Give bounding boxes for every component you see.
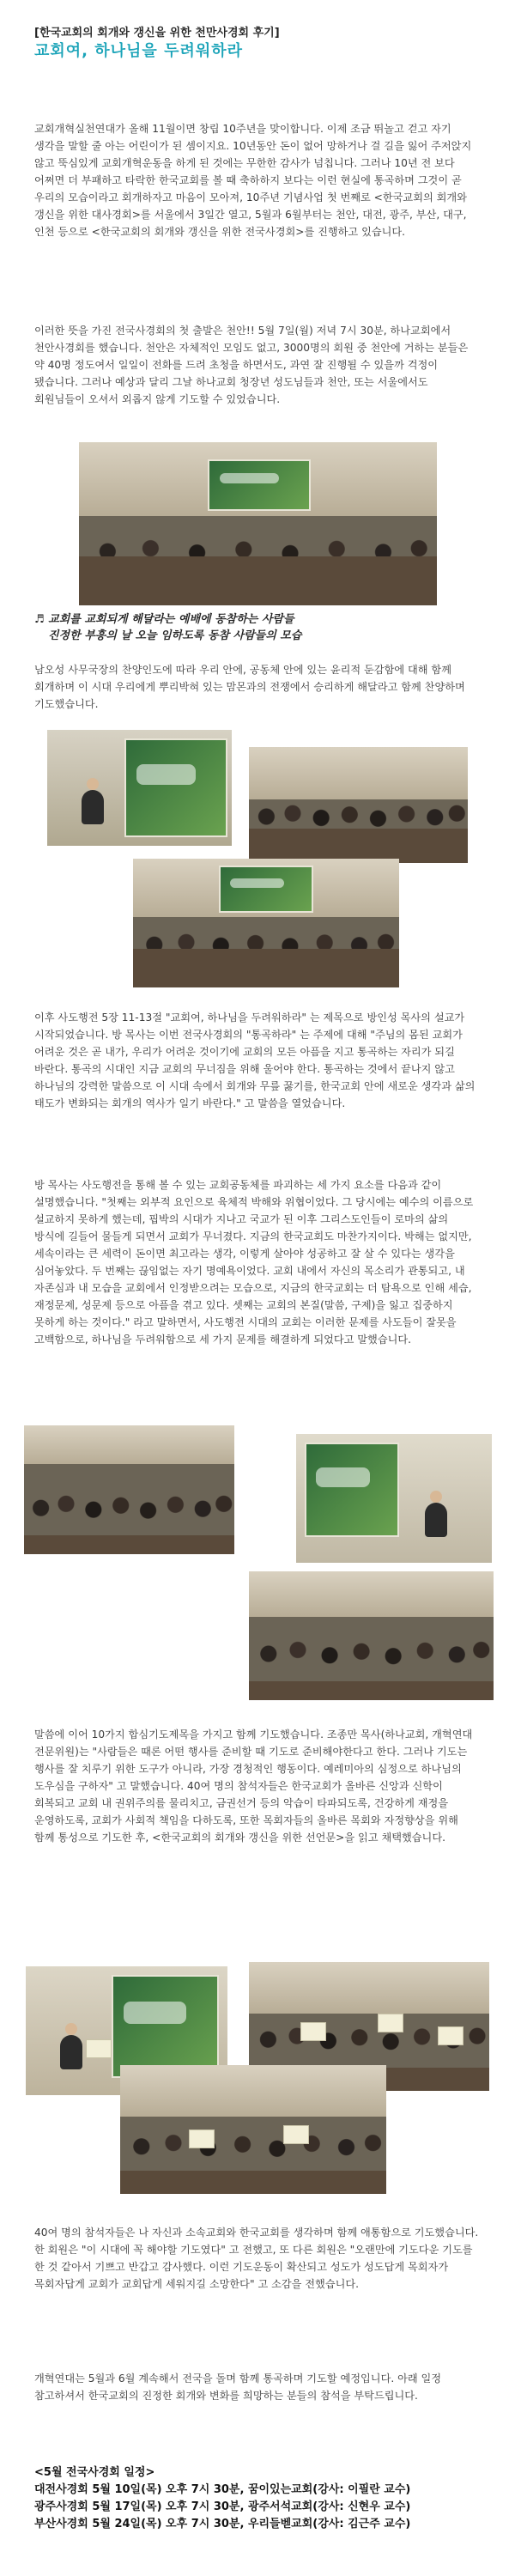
- photo-congregation-1: [249, 747, 468, 863]
- paragraph-sermon: 이후 사도행전 5장 11-13절 "교회여, 하나님을 두려워하라" 는 제목으로 방인성 목사의 설교가 시작되었습니다. 방 목사는 이번 전국사경회의 "통곡하라" 는 주제에 대해 "주님의 몸된 교회가 어려운 것은 곧 내가, 우리가 어려운 것이기에 교회의 모든 아픔을 지고 통곡하는 자리가 되길 바란다. 통곡의 시대인 지금 교회의 무너짐을 위해 울어야 한다. 통곡하는 것에서 끝나지 않고 하나님의 강력한 말씀으로 이 시대 속에서 회개와 무릎 꿇기를, 한국교회 안에 새로운 생각과 삶의 태도가 변화되는 회개의 역사가 일기 바란다." 고 말씀을 열었습니다.: [34, 1012, 476, 1109]
- photo-caption: [34, 611, 481, 644]
- paragraph-intro: 교회개혁실천연대가 올해 11월이면 창립 10주년을 맞이합니다. 이제 조금 뛰놀고 걷고 자기 생각을 말할 줄 아는 어린이가 된 셈이지요. 10년동안 돈이 없어 망하거나 걸 길을 잃어 주저앉지 않고 뚝심있게 교회개혁운동을 하게 된 것에는 무한한 감사가 넘칩니다. 그러나 10년 전 보다 어쩌면 더 부패하고 타락한 한국교회를 볼 때 축하하지 보다는 이런 현실에 통곡하며 그것이 곧 우리의 모습이라고 회개하자고 마음이 모아져, 10주년 기념사업 첫 번째로 <한국교회의 회개와 갱신을 위한 대사경회>를 서울에서 3일간 열고, 5월과 6월부터는 천안, 대전, 광주, 부산, 대구, 인천 등으로 <한국교회의 회개와 갱신을 위한 전국사경회>를 진행하고 있습니다.: [34, 123, 472, 238]
- caption-line-2: 진정한 부흥의 날 오늘 임하도록 동참 사람들의 모습: [48, 629, 302, 642]
- photo-preacher-banner: [47, 730, 232, 846]
- article-title: 교회여, 하나님을 두려워하라: [34, 42, 244, 60]
- schedule-section: [34, 2464, 481, 2533]
- paragraph-reflections: 40여 명의 참석자들은 나 자신과 소속교회와 한국교회를 생각하며 함께 애통함으로 기도했습니다. 한 회원은 "이 시대에 꼭 해야할 기도였다" 고 전했고, 또 다른 회원은 "오랜만에 기도다운 기도를 한 것 같아서 기쁘고 반갑고 감사했다. 이런 기도운동이 확산되고 성도가 성도답게 목회자가 목회자답게 교회가 교회답게 세워지길 소망한다" 고 소감을 전했습니다.: [34, 2227, 479, 2290]
- paragraph-upcoming: 개혁연대는 5월과 6월 계속해서 전국을 돌며 함께 통곡하며 기도할 예정입니다. 아래 일정 참고하셔서 한국교회의 진정한 회개와 변화를 희망하는 분들의 참석을 부탁드립니다.: [34, 2372, 442, 2402]
- photo-standing-congregation: [120, 2065, 386, 2194]
- paragraph-joint-prayer: 말씀에 이어 10가지 합심기도제목을 가지고 함께 기도했습니다. 조종만 목사(하나교회, 개혁연대 전문위원)는 "사람들은 때론 어떤 행사를 준비할 때 기도로 준비해야한다고 한다. 그러나 기도는 행사를 잘 치루기 위한 도구가 아니라, 가장 경청적인 행동이다. 예레미아의 심정으로 하나님의 도우심을 구하자" 고 말했습니다. 40여 명의 참석자들은 한국교회가 올바른 신앙과 신학이 회복되고 교회 내 권위주의를 물리치고, 금권선거 등의 악습이 타파되도록, 건강하게 재정을 운영하도록, 교회가 사회적 책임을 다하도록, 또한 목회자들의 올바른 목회와 자정향상을 위해 함께 통성으로 기도한 후, <한국교회의 회개와 갱신을 위한 선언문>을 읽고 채택했습니다.: [34, 1728, 473, 1844]
- paragraph-three-factors: 방 목사는 사도행전을 통해 볼 수 있는 교회공동체를 파괴하는 세 가지 요소를 다음과 같이 설명했습니다. "첫째는 외부적 요인으로 육체적 박해와 위협이었다. 그 당시에는 예수의 이름으로 설교하지 못하게 했는데, 핍박의 시대가 지나고 국교가 된 이후 그리스도인들이 로마의 삶의 방식에 길들어 물들게 되면서 교회가 무너졌다. 지금의 한국교회도 마찬가지이다. 박해는 없지만, 세속이라는 큰 세력이 돈이면 최고라는 생각, 이렇게 살아야 성공하고 잘 살 수 있다는 생각을 심어놓았다. 두 번째는 끊임없는 자기 명예욕이었다. 교회 내에서 자신의 목소리가 관통되고, 내 자존심과 내 모습을 교회에서 인정받으려는 모습으로, 지금의 한국교회는 더 탐욕으로 인해 세습, 재정문제, 성문제 등으로 아픔을 겪고 있다. 셋째는 교회의 본질(말씀, 구제)을 잃고 집중하지 못하게 하는 것이다." 라고 말하면서, 사도행전 시대의 교회는 이러한 문제를 사도들이 잘못을 고백함으로, 하나님을 두려워함으로 세 가지 문제를 해결하게 되었다고 말했습니다.: [34, 1179, 474, 1346]
- schedule-row-gwangju: 광주사경회 5월 17일(목) 오후 7시 30분, 광주서석교회(강사: 신현우 교수): [34, 2500, 411, 2513]
- schedule-row-busan: 부산사경회 5월 24일(목) 오후 7시 30분, 우리들벧교회(강사: 김근주 교수): [34, 2518, 411, 2530]
- paragraph-cheonan: 이러한 뜻을 가진 전국사경회의 첫 출발은 천안!! 5월 7일(월) 저녁 7시 30분, 하나교회에서 천안사경회를 했습니다. 천안은 자체적인 모임도 없고, 3000명의 회원 중 천안에 거하는 분들은 약 40명 정도여서 일일이 전화를 드려 초청을 하면서도, 과연 잘 진행될 수 있을까 걱정이 됐습니다. 그러나 예상과 달리 그날 하나교회 청장년 성도님들과 천안, 또는 서울에서도 회원님들이 오셔서 외롭지 않게 기도할 수 있었습니다.: [34, 325, 469, 405]
- paragraph-praise: 남오성 사무국장의 찬양인도에 따라 우리 안에, 공동체 안에 있는 윤리적 둔감함에 대해 함께 회개하며 이 시대 우리에게 뿌리박혀 있는 맘몬과의 전쟁에서 승리하게 해달라고 함께 찬양하며 기도했습니다.: [34, 664, 465, 710]
- photo-speaker-banner: [296, 1434, 492, 1563]
- caption-line-1: ♬ 교회를 교회되게 해달라는 예배에 동참하는 사람들: [34, 613, 294, 626]
- series-label: [한국교회의 회개와 갱신을 위한 천만사경회 후기]: [34, 27, 280, 39]
- photo-praying-group: [249, 1571, 494, 1700]
- schedule-row-daejeon: 대전사경회 5월 10일(목) 오후 7시 30분, 꿈이있는교회(강사: 이필란 교수): [34, 2483, 411, 2496]
- photo-prayer-women: [24, 1425, 234, 1554]
- photo-worship-hall: [79, 442, 437, 605]
- schedule-heading: <5월 전국사경회 일정>: [34, 2466, 155, 2479]
- article-header: [34, 26, 481, 62]
- photo-congregation-2: [133, 859, 399, 987]
